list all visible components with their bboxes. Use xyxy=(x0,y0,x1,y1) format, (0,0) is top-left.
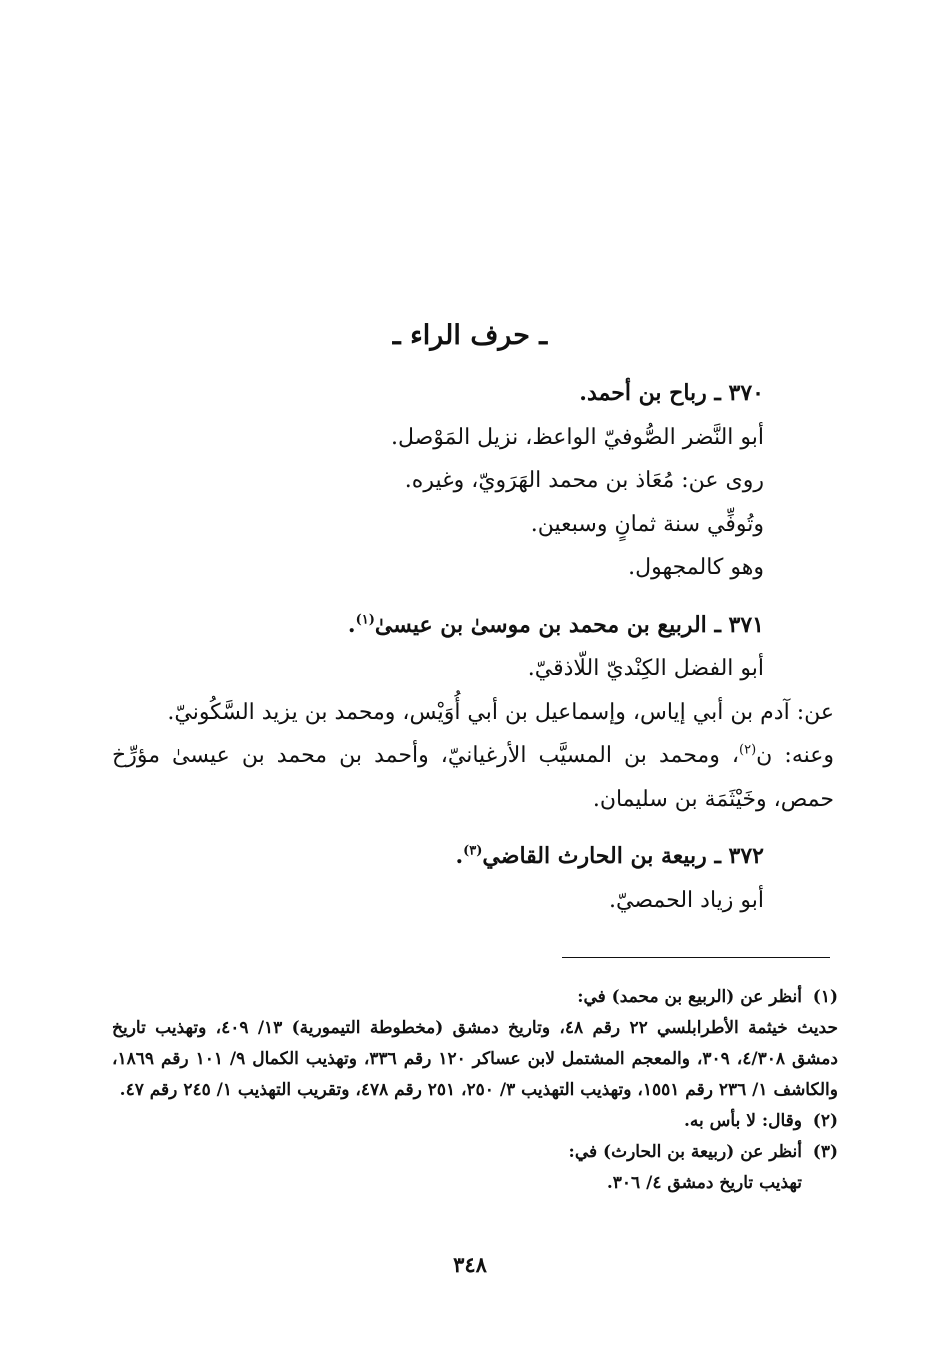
footnote-body xyxy=(112,1137,802,1199)
footnote-references: حديث خيثمة الأطرابلسي ٢٢ رقم ٤٨، وتاريخ دمشق (مخطوطة التيمورية) ١٣/ ٤٠٩، وتهذيب تاريخ دمشق ٤/٣٠٨، ٣٠٩، والمعجم المشتمل لابن عساكر ١٢٠ رقم ٣٣٦، وتهذيب الكمال ٩/ ١٠١ رقم ١٨٦٩، والكاشف ١/ ٢٣٦ رقم ١٥٥١، وتهذيب التهذيب ٣/ ٢٥٠، ٢٥١ رقم ٤٧٨، وتقريب التهذيب ١/ ٢٤٥ رقم ٤٧. xyxy=(112,1018,838,1100)
footnote-line: أنظر عن (ربيعة بن الحارث) في: xyxy=(568,1142,802,1162)
page-number: ٣٤٨ xyxy=(453,1252,487,1277)
footnote-line: وقال: لا بأس به. xyxy=(683,1111,802,1131)
footnote-ref-3: (٣) xyxy=(463,843,483,859)
entry-371-heading xyxy=(112,604,834,648)
entry-370-line: وتُوفِّي سنة ثمانٍ وسبعين. xyxy=(530,511,764,537)
entry-370-line: روى عن: مُعَاذ بن محمد الهَرَويّ، وغيره. xyxy=(404,468,764,493)
entry-372-heading xyxy=(112,835,834,879)
footnote-body xyxy=(112,1106,802,1137)
entry-370-line: أبو النَّضر الصُّوفيّ الواعظ، نزيل المَوْصل. xyxy=(390,424,764,450)
footnote-1 xyxy=(112,982,838,1106)
entry-370-line: وهو كالمجهول. xyxy=(628,555,764,580)
footnote-body xyxy=(112,982,838,1106)
footnote-number: (٢) xyxy=(812,1111,838,1131)
entry-372-title: ٣٧٢ ـ ربيعة بن الحارث القاضي xyxy=(482,843,764,869)
footnote-2 xyxy=(112,1106,838,1137)
footnote-number: (٣) xyxy=(812,1142,838,1162)
entry-371-line: أبو الفضل الكِنْديّ اللّاذقيّ. xyxy=(527,656,764,681)
footnote-line: تهذيب تاريخ دمشق ٤/ ٣٠٦. xyxy=(606,1173,802,1193)
entry-371-text: وعنه: ن xyxy=(756,743,835,768)
entry-371-narrators-from: عن: آدم بن أبي إياس، وإسماعيل بن أبي أُوَيْس، ومحمد بن يزيد السَّكُونيّ. xyxy=(167,699,834,725)
entry-372-line: أبو زياد الحمصيّ. xyxy=(609,887,764,913)
footnotes xyxy=(112,982,838,1199)
entry-371-text: ، ومحمد بن المسيَّب الأرغيانيّ، وأحمد بن محمد بن عيسىٰ مؤرِّخ حمص، وخَيْثَمَة بن سليمان. xyxy=(112,743,834,812)
footnote-3 xyxy=(112,1137,838,1199)
footnote-ref-2: (٢) xyxy=(739,742,757,758)
main-text xyxy=(112,372,834,922)
entry-371-narrators-to xyxy=(112,734,834,821)
entry-371-title-end: . xyxy=(347,611,356,638)
section-title: ـ حرف الراء ـ xyxy=(392,320,548,351)
entry-372-title-end: . xyxy=(455,843,464,869)
entry-371-title: ٣٧١ ـ الربيع بن محمد بن موسىٰ بن عيسىٰ xyxy=(374,611,764,638)
footnote-divider xyxy=(562,957,830,958)
footnote-ref-1: (١) xyxy=(355,612,375,628)
footnote-line: أنظر عن (الربيع بن محمد) في: xyxy=(577,987,802,1007)
entry-370-heading: ٣٧٠ ـ رباح بن أحمد. xyxy=(579,380,764,406)
footnote-number: (١) xyxy=(812,987,838,1007)
